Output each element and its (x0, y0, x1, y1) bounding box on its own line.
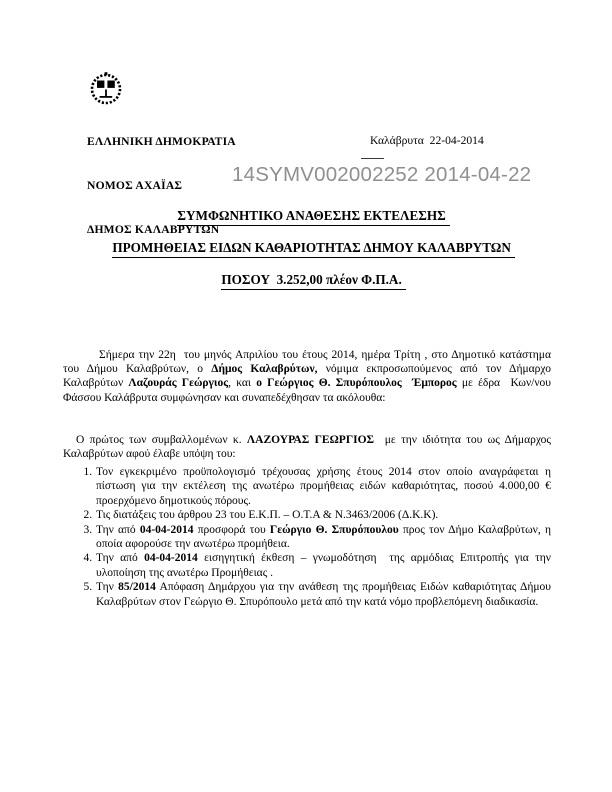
title-2-text: ΠΡΟΜΗΘΕΙΑΣ ΕΙΔΩΝ ΚΑΘΑΡΙΟΤΗΤΑΣ ΔΗΜΟΥ ΚΑΛΑΒΡΥΤΩΝ (112, 240, 515, 258)
intro-paragraph: Σήμερα την 22η του μηνός Απριλίου του έτους 2014, ημέρα Τρίτη , στο Δημοτικό κατάστημα του Δήμου Καλαβρύτων, ο Δήμος Καλαβρύτων, νόμιμα εκπροσωπούμενος από τον Δήμαρχο Καλαβρύτων Λαζουράς Γεώργιος, και ο Γεώργιος Θ. Σπυρόπουλος Έμπορος με έδρα Κων/νου Φάσσου Καλάβρυτα συμφώνησαν και συναπεδέχθησαν τα ακόλουθα: (63, 348, 554, 404)
org-line-municipality: ΔΗΜΟΣ ΚΑΛΑΒΡΥΤΩΝ (87, 222, 220, 236)
title-1-text: ΣΥΜΦΩΝΗΤΙΚΟ ΑΝΑΘΕΣΗΣ ΕΚΤΕΛΕΣΗΣ (177, 208, 449, 226)
document-title-line-3 (63, 256, 551, 306)
list-item: 1. Τον εγκεκριμένο προϋπολογισμό τρέχουσας χρήσης έτους 2014 στον οποίο αναγράφεται η πίστωση για την εκτέλεση της ανωτέρω προμήθειας ειδών καθαριότητας, ποσού 4.000,00 € προερχόμενο δημοτικούς πόρους. (95, 465, 551, 508)
considerations-list (63, 465, 554, 609)
place-date: Καλάβρυτα 22-04-2014 (370, 134, 484, 147)
org-line-prefecture: ΝΟΜΟΣ ΑΧΑΪΑΣ (87, 178, 183, 192)
first-party-paragraph: Ο πρώτος των συμβαλλομένων κ. ΛΑΖΟΥΡΑΣ ΓΕΩΡΓΙΟΣ με την ιδιότητα του ως Δήμαρχος Καλαβρύτων αφού έλαβε υπόψη του: (63, 433, 554, 460)
municipal-seal-icon (88, 70, 124, 106)
registry-code: 14SYMV002002252 2014-04-22 (232, 163, 532, 186)
list-item: 2. Τις διατάξεις του άρθρου 23 του Ε.Κ.Π. – Ο.Τ.Α & Ν.3463/2006 (Δ.Κ.Κ). (95, 508, 551, 522)
title-3-text: ΠΟΣΟΥ 3.252,00 πλέον Φ.Π.Α. (221, 272, 405, 290)
org-line-country: ΕΛΛΗΝΙΚΗ ΔΗΜΟΚΡΑΤΙΑ (87, 135, 236, 149)
list-item: 3. Την από 04-04-2014 προσφορά του Γεώργιο Θ. Σπυρόπουλου προς τον Δήμο Καλαβρύτων, η οποία αφορούσε την ανωτέρω προμήθεια. (95, 523, 551, 552)
list-item: 5. Την 85/2014 Απόφαση Δημάρχου για την ανάθεση της προμήθειας Ειδών καθαριότητας Δήμου Καλαβρύτων στον Γεώργιο Θ. Σπυρόπουλο μετά από την κατά νόμο προβλεπόμενη διαδικασία. (95, 580, 551, 609)
list-item: 4. Την από 04-04-2014 εισηγητική έκθεση – γνωμοδότηση της αρμόδιας Επιτροπής για την υλοποίηση της ανωτέρω Προμήθειας . (95, 551, 551, 580)
protocol-blank-dash (361, 158, 384, 159)
